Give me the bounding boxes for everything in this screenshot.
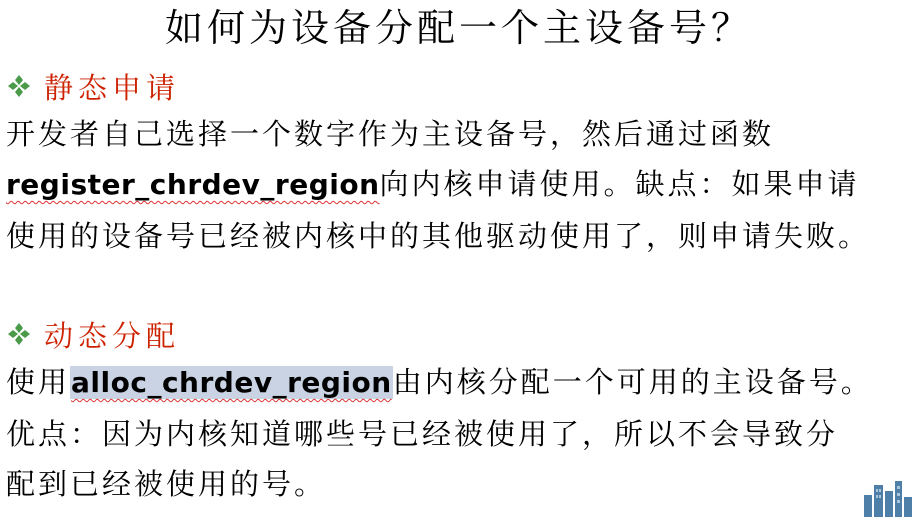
line-text: 配到已经被使用的号。	[6, 467, 327, 501]
paragraph-line	[6, 114, 774, 154]
section-title-static: 静态申请	[44, 70, 181, 105]
line-text: 向内核申请使用。缺点：如果申请	[379, 167, 860, 201]
function-name-register: register_chrdev_region	[6, 168, 380, 201]
paragraph-line	[6, 216, 870, 256]
paragraph-line	[6, 464, 326, 504]
line-text: 由内核分配一个可用的主设备号。	[392, 365, 873, 399]
slide-title: 如何为设备分配一个主设备号？	[164, 6, 753, 50]
section-title-dynamic: 动态分配	[44, 318, 181, 353]
paragraph-line	[6, 362, 873, 403]
paragraph-line	[6, 414, 838, 454]
line-text: 优点：因为内核知道哪些号已经被使用了，所以不会导致分	[6, 417, 839, 451]
line-text: 开发者自己选择一个数字作为主设备号，然后通过函数	[6, 117, 775, 151]
function-name-alloc: alloc_chrdev_region	[71, 366, 392, 399]
line-text: 使用的设备号已经被内核中的其他驱动使用了，则申请失败。	[6, 219, 871, 253]
four-diamond-bullet-icon	[6, 321, 32, 347]
section-heading-dynamic	[6, 314, 180, 354]
line-text: 使用	[6, 365, 71, 399]
section-heading-static	[6, 66, 180, 106]
building-skyline-icon	[860, 477, 914, 517]
four-diamond-bullet-icon	[6, 73, 32, 99]
paragraph-line	[6, 164, 860, 205]
